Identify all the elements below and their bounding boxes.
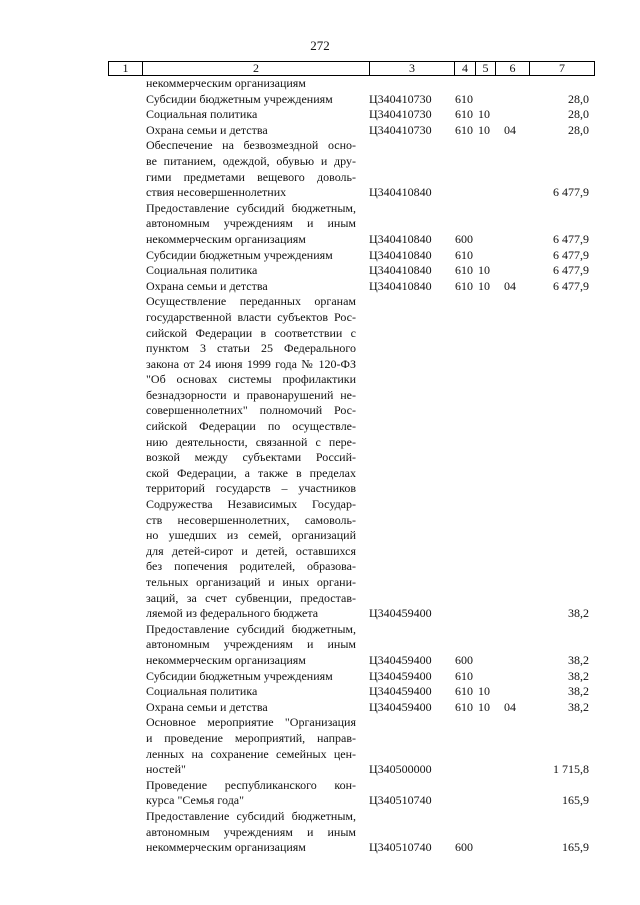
description-line: курса "Семья года" xyxy=(146,793,245,808)
row-description xyxy=(146,715,356,777)
row-target-code: Ц340410730 xyxy=(369,122,432,137)
row-target-code: Ц340459400 xyxy=(369,606,432,621)
table-row xyxy=(0,778,640,809)
row-expense-type: 610 xyxy=(455,107,473,122)
table-row xyxy=(0,684,640,700)
description-line: "Об основах системы профилактики xyxy=(146,372,356,387)
row-section: 10 xyxy=(478,107,490,122)
row-expense-type: 610 xyxy=(455,263,473,278)
row-target-code: Ц340459400 xyxy=(369,699,432,714)
description-line: ской Федерации, а также в пределах xyxy=(146,465,356,480)
row-description xyxy=(146,622,356,669)
table-row xyxy=(0,700,640,716)
table-row xyxy=(0,263,640,279)
description-line: тельных организаций и иных органи- xyxy=(146,575,356,589)
header-col-5: 5 xyxy=(482,61,489,75)
description-line: Субсидии бюджетным учреждениям xyxy=(146,91,333,106)
header-col-1: 1 xyxy=(122,61,129,75)
row-amount: 6 477,9 xyxy=(553,185,589,200)
page-number: 272 xyxy=(310,38,330,53)
description-line: Субсидии бюджетным учреждениям xyxy=(146,247,333,262)
row-target-code: Ц340410840 xyxy=(369,263,432,278)
description-line: ностей" xyxy=(146,762,186,777)
row-description xyxy=(146,76,356,92)
row-target-code: Ц340410840 xyxy=(369,185,432,200)
table-row xyxy=(0,123,640,139)
description-line: Охрана семьи и детства xyxy=(146,699,268,714)
row-amount: 6 477,9 xyxy=(553,263,589,278)
description-line: Проведение республиканского кон- xyxy=(146,777,356,792)
table-row xyxy=(0,809,640,856)
row-description xyxy=(146,669,356,685)
row-section: 10 xyxy=(478,122,490,137)
description-line: некоммерческим организациям xyxy=(146,652,306,667)
row-target-code: Ц340410730 xyxy=(369,107,432,122)
description-line: сийской Федерации по осуществле- xyxy=(146,419,356,434)
table-row xyxy=(0,76,640,92)
description-line: некоммерческим организациям xyxy=(146,231,306,246)
table-row xyxy=(0,669,640,685)
row-amount: 38,2 xyxy=(568,606,589,621)
description-line: но ушедших из семей, организаций xyxy=(146,528,356,543)
row-subsection: 04 xyxy=(504,278,516,293)
row-target-code: Ц340500000 xyxy=(369,762,432,777)
row-expense-type: 610 xyxy=(455,247,473,262)
row-target-code: Ц340410840 xyxy=(369,231,432,246)
description-line: Предоставление субсидий бюджетным, xyxy=(146,808,356,823)
row-expense-type: 610 xyxy=(455,684,473,699)
row-target-code: Ц340410730 xyxy=(369,91,432,106)
row-amount: 38,2 xyxy=(568,684,589,699)
header-col-6: 6 xyxy=(509,61,516,75)
description-line: возкой между субъектами Россий- xyxy=(146,450,356,465)
table-row xyxy=(0,138,640,200)
row-amount: 6 477,9 xyxy=(553,247,589,262)
row-section: 10 xyxy=(478,263,490,278)
table-row xyxy=(0,248,640,264)
description-line: нию деятельности, связанной с пере- xyxy=(146,434,356,449)
description-line: Социальная политика xyxy=(146,107,258,122)
row-amount: 38,2 xyxy=(568,652,589,667)
description-line: для детей-сирот и детей, оставшихся xyxy=(146,543,356,558)
description-line: Охрана семьи и детства xyxy=(146,278,268,293)
table-row xyxy=(0,201,640,248)
row-section: 10 xyxy=(478,699,490,714)
row-expense-type: 610 xyxy=(455,278,473,293)
row-expense-type: 610 xyxy=(455,91,473,106)
row-expense-type: 610 xyxy=(455,699,473,714)
description-line: сийской Федерации в соответствии с xyxy=(146,325,356,340)
row-description xyxy=(146,138,356,200)
description-line: ве питанием, одеждой, обувью и дру- xyxy=(146,153,356,168)
row-amount: 6 477,9 xyxy=(553,278,589,293)
row-amount: 6 477,9 xyxy=(553,231,589,246)
table-row xyxy=(0,92,640,108)
description-line: закона от 24 июня 1999 года № 120-ФЗ xyxy=(146,356,356,371)
header-col-7: 7 xyxy=(559,61,565,75)
row-amount: 38,2 xyxy=(568,699,589,714)
description-line: заций, за счет субвенции, предостав- xyxy=(146,590,356,605)
description-line: некоммерческим организациям xyxy=(146,840,306,855)
row-description xyxy=(146,248,356,264)
row-expense-type: 600 xyxy=(455,840,473,855)
header-col-3: 3 xyxy=(409,61,415,75)
row-amount: 1 715,8 xyxy=(553,762,589,777)
description-line: Предоставление субсидий бюджетным, xyxy=(146,200,356,215)
description-line: Предоставление субсидий бюджетным, xyxy=(146,621,356,636)
row-subsection: 04 xyxy=(504,699,516,714)
description-line: автономным учреждениям и иным xyxy=(146,637,356,652)
row-description xyxy=(146,684,356,700)
description-line: Содружества Независимых Государ- xyxy=(146,497,356,512)
row-target-code: Ц340459400 xyxy=(369,668,432,683)
description-line: территорий государств – участников xyxy=(146,481,356,496)
description-line: ств несовершеннолетних, самоволь- xyxy=(146,512,356,527)
description-line: ленных на сохранение семейных цен- xyxy=(146,746,356,761)
description-line: Осуществление переданных органам xyxy=(146,294,356,309)
row-description xyxy=(146,279,356,295)
row-amount: 28,0 xyxy=(568,91,589,106)
row-target-code: Ц340459400 xyxy=(369,652,432,667)
row-target-code: Ц340410840 xyxy=(369,278,432,293)
description-line: Социальная политика xyxy=(146,684,258,699)
row-description xyxy=(146,700,356,716)
table-row xyxy=(0,294,640,621)
table-row xyxy=(0,715,640,777)
description-line: и проведение мероприятий, направ- xyxy=(146,730,356,745)
description-line: Социальная политика xyxy=(146,263,258,278)
row-amount: 165,9 xyxy=(562,793,589,808)
description-line: Субсидии бюджетным учреждениям xyxy=(146,668,333,683)
row-target-code: Ц340510740 xyxy=(369,793,432,808)
row-section: 10 xyxy=(478,278,490,293)
description-line: гими предметами вещевого доволь- xyxy=(146,169,356,184)
description-line: без попечения родителей, образова- xyxy=(146,559,356,574)
table-row xyxy=(0,622,640,669)
description-line: автономным учреждениям и иным xyxy=(146,824,356,839)
row-description xyxy=(146,201,356,248)
row-section: 10 xyxy=(478,684,490,699)
row-target-code: Ц340510740 xyxy=(369,840,432,855)
row-description xyxy=(146,263,356,279)
row-target-code: Ц340459400 xyxy=(369,684,432,699)
row-expense-type: 610 xyxy=(455,668,473,683)
description-line: Охрана семьи и детства xyxy=(146,122,268,137)
description-line: Обеспечение на безвозмездной осно- xyxy=(146,138,356,153)
row-amount: 28,0 xyxy=(568,107,589,122)
table-header xyxy=(108,61,595,76)
row-expense-type: 610 xyxy=(455,122,473,137)
row-expense-type: 600 xyxy=(455,231,473,246)
row-amount: 38,2 xyxy=(568,668,589,683)
row-description xyxy=(146,809,356,856)
row-description xyxy=(146,778,356,809)
table-row xyxy=(0,279,640,295)
header-col-4: 4 xyxy=(462,61,468,75)
row-amount: 28,0 xyxy=(568,122,589,137)
row-amount: 165,9 xyxy=(562,840,589,855)
description-line: Основное мероприятие "Организация xyxy=(146,715,356,730)
description-line: безнадзорности и правонарушений не- xyxy=(146,387,356,402)
description-line: ляемой из федерального бюджета xyxy=(146,606,319,621)
table-row xyxy=(0,107,640,123)
description-line: ствия несовершеннолетних xyxy=(146,185,287,200)
description-line: пунктом 3 статьи 25 Федерального xyxy=(146,341,356,356)
header-col-2: 2 xyxy=(253,61,259,75)
budget-table-body xyxy=(0,76,640,856)
row-description xyxy=(146,107,356,123)
row-description xyxy=(146,294,356,621)
row-description xyxy=(146,123,356,139)
description-line: некоммерческим организациям xyxy=(146,76,306,90)
row-target-code: Ц340410840 xyxy=(369,247,432,262)
row-expense-type: 600 xyxy=(455,652,473,667)
description-line: совершеннолетних" полномочий Рос- xyxy=(146,403,356,418)
description-line: автономным учреждениям и иным xyxy=(146,216,356,231)
description-line: государственной власти субъектов Рос- xyxy=(146,309,356,324)
row-subsection: 04 xyxy=(504,122,516,137)
row-description xyxy=(146,92,356,108)
